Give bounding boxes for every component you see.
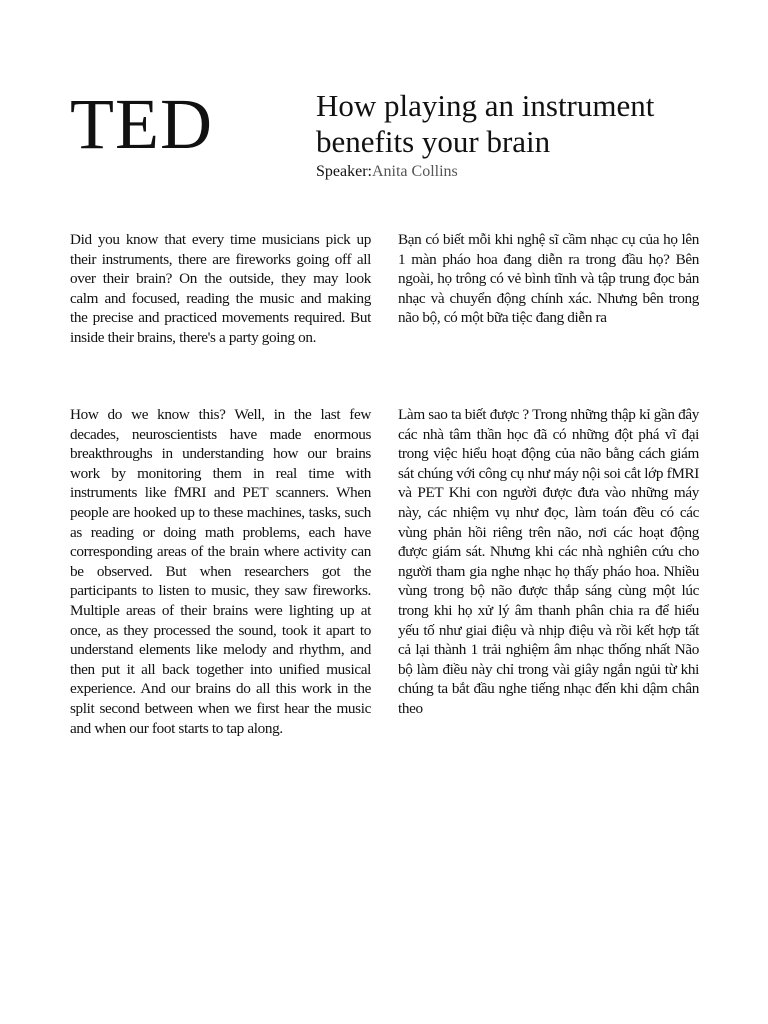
speaker-name: Anita Collins [371, 163, 458, 180]
english-paragraph-2: How do we know this? Well, in the last few decades, neuroscientists have made enormous breakthroughs in understanding how our brains work by monitoring them in real time with instruments like fMRI and PET scanners. When people are hooked up to these machines, tasks, such as reading or doing math problems, each have corresponding areas of the brain where activity can be observed. But when researchers got the participants to listen to music, they saw fireworks. Multiple areas of their brains were lighting up at once, as they processed the sound, took it apart to understand elements like melody and rhythm, and then put it all back together into unified musical experience. And our brains do all this work in the split second between when we first hear the music and when our foot starts to tap along. [70, 406, 371, 737]
ted-logo: TED [70, 84, 213, 164]
speaker-label: Speaker: [316, 163, 372, 180]
english-paragraph-1: Did you know that every time musicians pick up their instruments, there are fireworks going off all over their brain? On the outside, they may look calm and focused, reading the music and making the precise and practiced movements required. But inside their brains, there's a party going on. [70, 231, 371, 346]
vietnamese-paragraph-2: Làm sao ta biết được ? Trong những thập kỉ gần đây các nhà tâm thần học đã có những đột phá vĩ đại trong việc hiểu hoạt động của não bằng cách giám sát chúng với công cụ như máy nội soi cắt lớp fMRI và PET Khi con người được đưa vào những máy này, các nhiệm vụ như đọc, làm toán đều có các vùng phản hồi riêng trên não, nơi các hoạt động được giám sát. Nhưng khi các nhà nghiên cứu cho người tham gia nghe nhạc họ thấy pháo hoa. Nhiều vùng trong bộ não được thắp sáng cùng một lúc trong khi họ xử lý âm thanh phân chia ra để hiểu yếu tố như giai điệu và nhịp điệu và rồi kết hợp tất cả lại thành 1 trải nghiệm âm nhạc thống nhất Não bộ làm điều này chỉ trong vài giây ngắn ngủi từ khi chúng ta bắt đầu nghe tiếng nhạc đến khi dậm chân theo [398, 406, 699, 717]
talk-title: How playing an instrument benefits your brain [316, 88, 655, 159]
speaker-line [316, 162, 458, 182]
vietnamese-paragraph-1: Bạn có biết mỗi khi nghệ sĩ cầm nhạc cụ của họ lên 1 màn pháo hoa đang diễn ra trong đầu họ? Bên ngoài, họ trông có vẻ bình tĩnh và tập trung đọc bản nhạc và chuyển động chính xác. Nhưng bên trong não bộ, có một bữa tiệc đang diễn ra [398, 231, 699, 327]
